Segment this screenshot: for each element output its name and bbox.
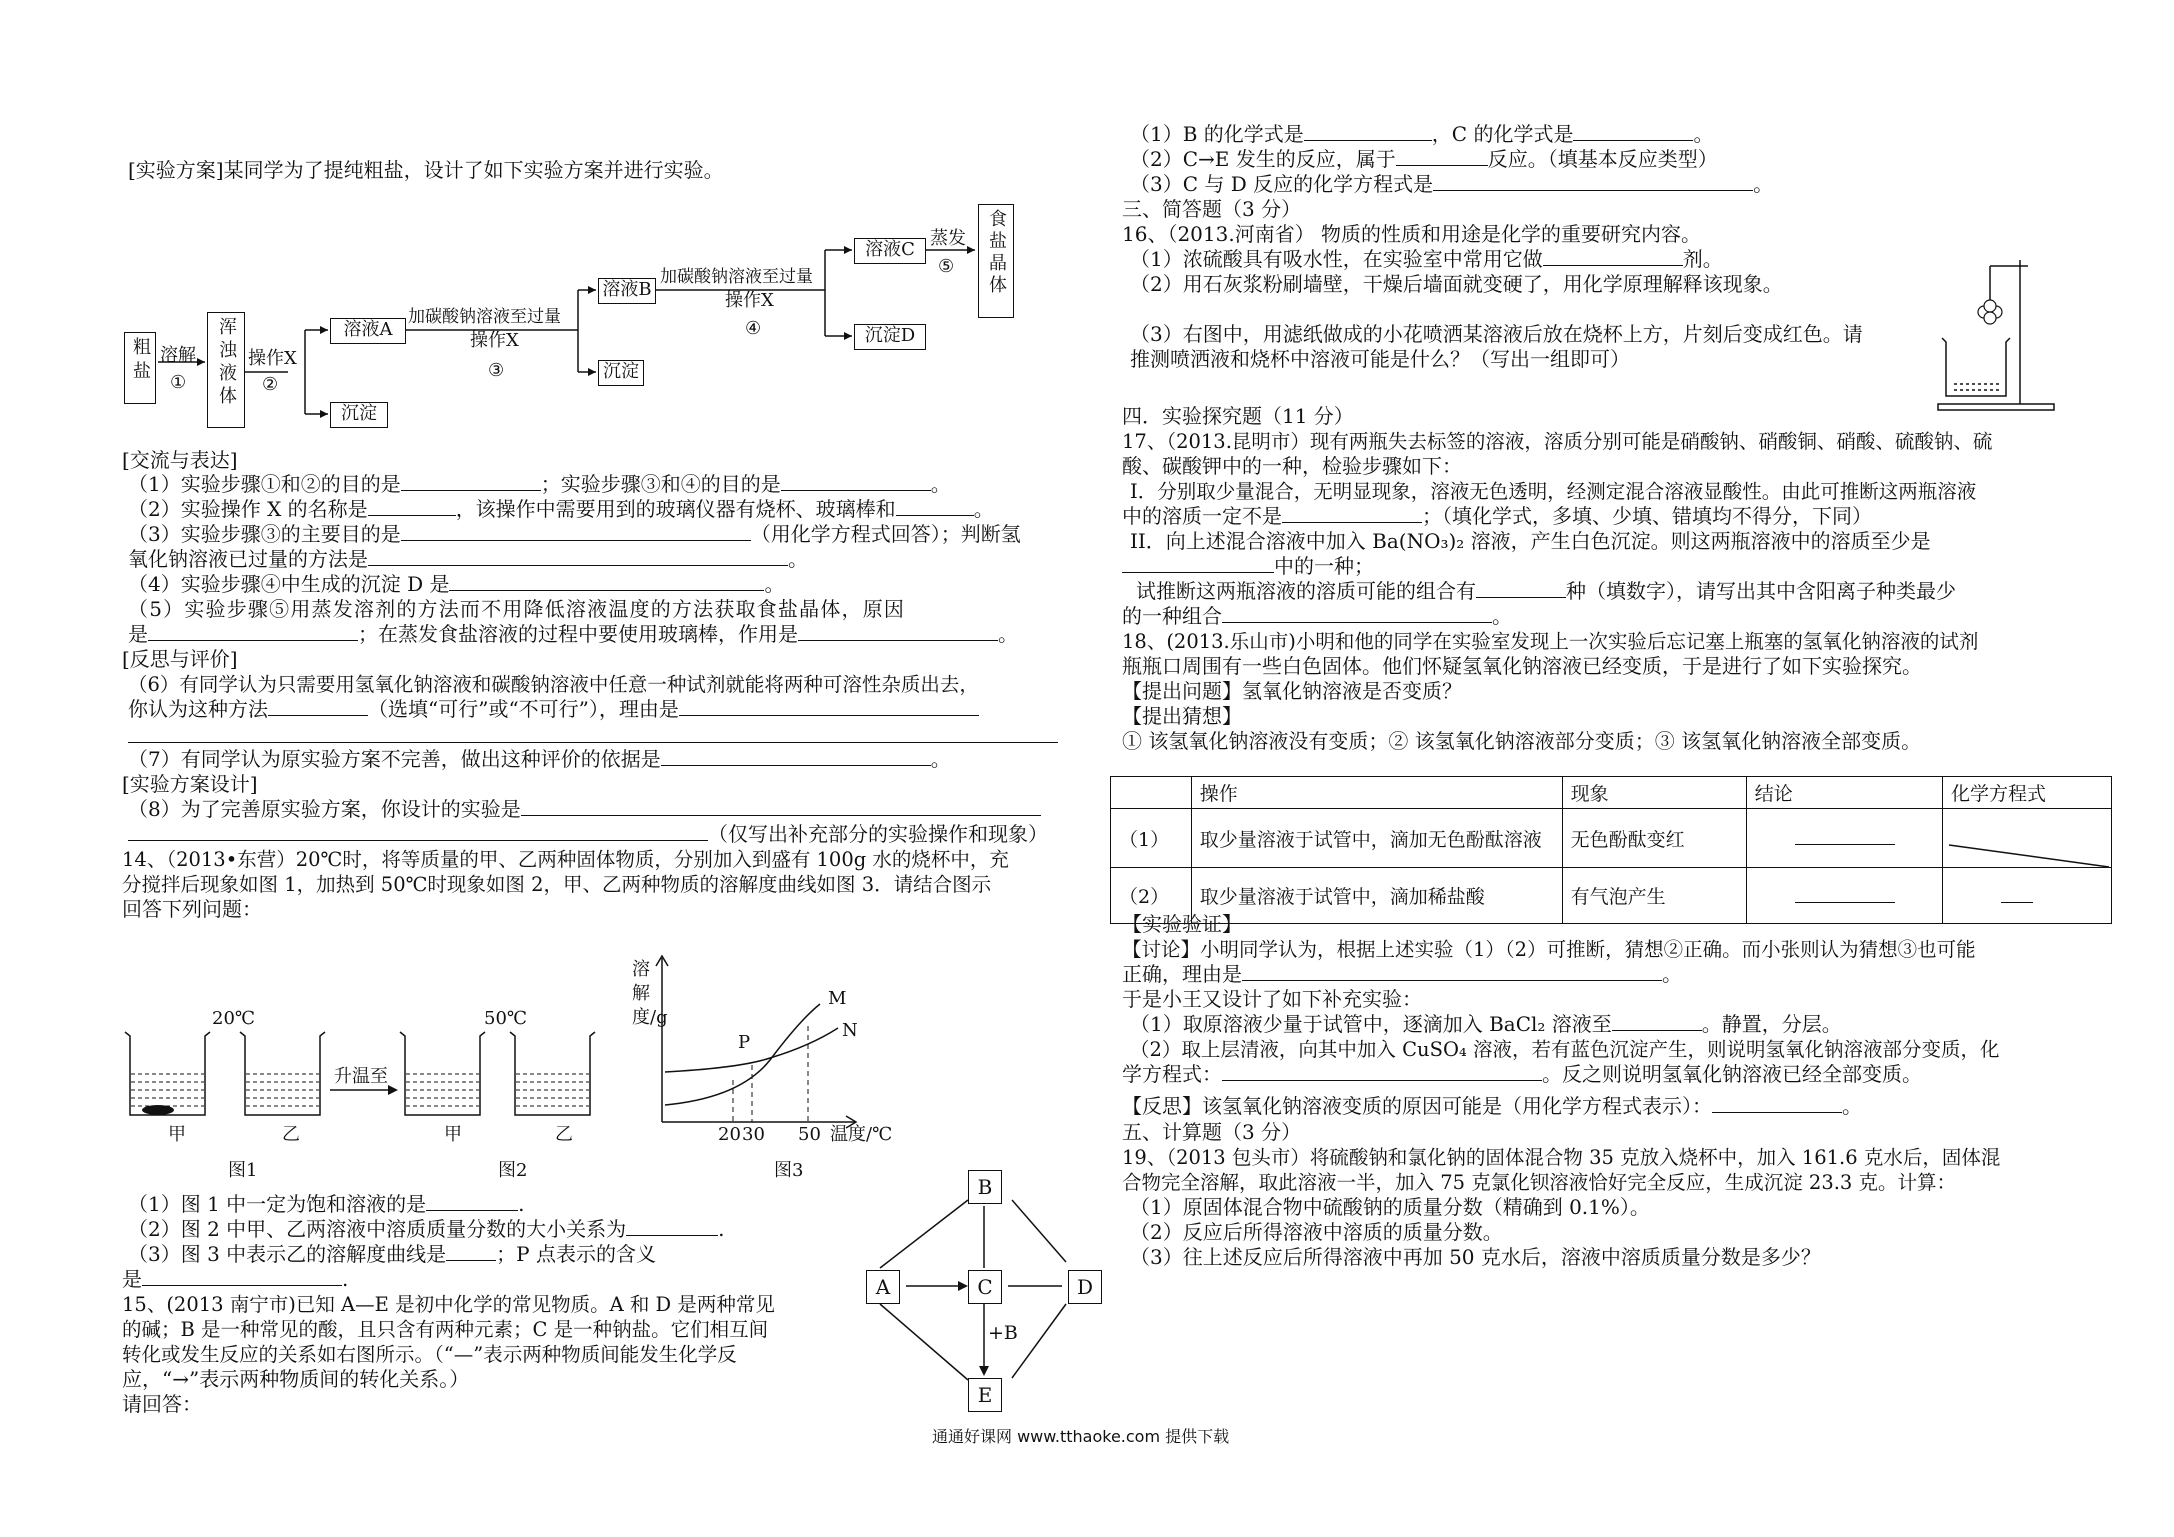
blank[interactable] <box>1612 1012 1702 1031</box>
fig3-caption: 图3 <box>774 1160 804 1181</box>
step1-label: ① <box>170 372 187 393</box>
q13-4-a: （4）实验步骤④中生成的沉淀 D 是 <box>128 572 450 596</box>
q15-r3-a: （3）C 与 D 反应的化学方程式是 <box>1130 172 1434 196</box>
q16-1-b: 剂。 <box>1682 247 1723 271</box>
experiment-table <box>1110 776 2112 924</box>
row-operation: 取少量溶液于试管中，滴加稀盐酸 <box>1191 868 1562 924</box>
q15-5: 请回答： <box>122 1392 202 1416</box>
q18-guess-title: 【提出猜想】 <box>1122 704 1242 728</box>
yi-label-1: 乙 <box>282 1124 300 1145</box>
q14-stem-3: 回答下列问题： <box>122 897 262 921</box>
section-reflect: [反思与评价] <box>122 647 238 671</box>
tick-50: 50 <box>798 1124 821 1145</box>
q18-s1-a: （1）取原溶液少量于试管中，逐滴加入 BaCl₂ 溶液至 <box>1130 1012 1612 1036</box>
q15-r1 <box>1130 122 1713 147</box>
node-b <box>968 1170 1002 1204</box>
q17-iii <box>1136 579 1956 604</box>
solution-c-label: 溶液C <box>865 239 915 260</box>
q18-reflect <box>1122 1094 1862 1119</box>
q16-1-a: （1）浓硫酸具有吸水性，在实验室中常用它做 <box>1130 247 1543 271</box>
step5-label: ⑤ <box>938 256 955 277</box>
q17-ii: II．向上述混合溶液中加入 Ba(NO₃)₂ 溶液，产生白色沉淀。则这两瓶溶液中的溶质至少是 <box>1130 529 1931 553</box>
q15-r3 <box>1130 172 1773 197</box>
row-no: （2） <box>1111 868 1192 924</box>
tick-30: 30 <box>742 1124 765 1145</box>
heat-label: 升温至 <box>334 1066 388 1087</box>
q15-4: 应，“→”表示两种物质间的转化关系。） <box>122 1367 470 1391</box>
q13-6-a: 你认为这种方法 <box>128 697 268 721</box>
q17-i-cont <box>1122 504 1872 529</box>
q13-7-a: （7）有同学认为原实验方案不完善，做出这种评价的依据是 <box>128 747 661 771</box>
q18-s2-b: 。反之则说明氢氧化钠溶液已经全部变质。 <box>1542 1062 1922 1086</box>
jia-label-1: 甲 <box>168 1124 186 1145</box>
q17-stem-1: 17、（2013.昆明市）现有两瓶失去标签的溶液，溶质分别可能是硝酸钠、硝酸铜、硝酸、硫酸钠、硫 <box>1122 430 1993 453</box>
step3-label: ③ <box>488 360 505 381</box>
q14-3-a: （3）图 3 中表示乙的溶解度曲线是 <box>128 1242 447 1266</box>
point-p-label: P <box>738 1032 751 1053</box>
q15-r3-b: 。 <box>1753 172 1774 196</box>
q19-stem-1: 19、（2013 包头市）将硫酸钠和氯化钠的固体混合物 35 克放入烧杯中，加入 161.6 克水后，固体混 <box>1122 1146 2001 1169</box>
q13-1-c: 。 <box>930 472 951 496</box>
blank[interactable] <box>1712 1094 1842 1113</box>
q15-r1-a: （1）B 的化学式是 <box>1130 122 1304 146</box>
q16-3-cont: 推测喷洒液和烧杯中溶液可能是什么？（写出一组即可） <box>1130 347 1630 371</box>
q18-discuss-cont <box>1122 962 1682 987</box>
q14-stem-1: 14、（2013•东营）20℃时，将等质量的甲、乙两种固体物质，分别加入到盛有 100g 水的烧杯中，充 <box>122 848 1009 871</box>
blank[interactable] <box>1795 884 1895 903</box>
q18-s2: （2）取上层清液，向其中加入 CuSO₄ 溶液，若有蓝色沉淀产生，则说明氢氧化钠溶液部分变质，化 <box>1130 1038 2000 1061</box>
node-a <box>866 1270 900 1304</box>
blank[interactable] <box>1222 1062 1542 1081</box>
q14-stem-2: 分搅拌后现象如图 1，加热到 50℃时现象如图 2，甲、乙两种物质的溶解度曲线如图 3．请结合图示 <box>122 873 992 896</box>
q18-verify-title: 【实验验证】 <box>1122 912 1242 936</box>
step4-label: ④ <box>745 318 762 339</box>
q15-r1-b: ，C 的化学式是 <box>1431 122 1574 146</box>
q13-3-b: （用化学方程式回答）；判断氢 <box>750 522 1021 546</box>
section-3: 三、简答题（3 分） <box>1122 197 1302 221</box>
blank[interactable] <box>1795 826 1895 845</box>
tick-20: 20 <box>718 1124 741 1145</box>
q18-supplement: 于是小王又设计了如下补充实验： <box>1122 987 1422 1011</box>
q19-3: （3）往上述反应后所得溶液中再加 50 克水后，溶液中溶质质量分数是多少？ <box>1130 1245 1821 1269</box>
solution-b-label: 溶液B <box>602 279 652 300</box>
table-row <box>1111 868 2112 924</box>
plus-b-label: +B <box>988 1322 1018 1344</box>
plan-intro: [实验方案]某同学为了提纯粗盐，设计了如下实验方案并进行实验。 <box>128 158 724 182</box>
blank[interactable] <box>1573 122 1693 141</box>
curve-m-label: M <box>828 988 847 1009</box>
q13-7-b: 。 <box>930 747 951 771</box>
q15-1: 15、(2013 南宁市)已知 A—E 是初中化学的常见物质。A 和 D 是两种常见 <box>122 1293 775 1316</box>
blank[interactable] <box>1543 247 1683 266</box>
blank[interactable] <box>1304 122 1432 141</box>
q14-1-a: （1）图 1 中一定为饱和溶液的是 <box>128 1192 427 1216</box>
q19-2: （2）反应后所得溶液中溶质的质量分数。 <box>1130 1220 1503 1244</box>
header-observation: 现象 <box>1562 777 1746 809</box>
q17-iii-cont <box>1122 604 1512 629</box>
row-conclusion[interactable] <box>1746 809 1942 868</box>
q13-2-c: 。 <box>973 497 994 521</box>
yi-label-2: 乙 <box>555 1124 573 1145</box>
q15-2: 的碱；B 是一种常见的酸，且只含有两种元素；C 是一种钠盐。它们相互间 <box>122 1318 769 1341</box>
t50-label: 50℃ <box>484 1008 528 1029</box>
q16-3: （3）右图中，用滤纸做成的小花喷洒某溶液后放在烧杯上方，片刻后变成红色。请 <box>1130 322 1863 346</box>
q18-question: 【提出问题】氢氧化钠溶液是否变质？ <box>1122 679 1462 703</box>
node-c <box>968 1270 1002 1304</box>
blank[interactable] <box>2001 884 2033 903</box>
node-d-label: D <box>1076 1275 1094 1299</box>
q14-3-d: . <box>342 1267 349 1291</box>
q14-3-c: 是 <box>122 1267 142 1291</box>
q13-8-b: （仅写出补充部分的实验操作和现象） <box>708 822 1048 846</box>
table-row <box>1111 809 2112 868</box>
q13-2-a: （2）实验操作 X 的名称是 <box>128 497 368 521</box>
q16-2: （2）用石灰浆粉刷墙壁，干燥后墙面就变硬了，用化学原理解释该现象。 <box>1130 272 1783 296</box>
header-conclusion: 结论 <box>1746 777 1942 809</box>
q18-discuss-a: 正确，理由是 <box>1122 962 1242 986</box>
q17-iii-a: 试推断这两瓶溶液的溶质可能的组合有 <box>1136 579 1476 603</box>
q15-r2-b: 反应。（填基本反应类型） <box>1487 147 1718 171</box>
q13-3-c: 氧化钠溶液已过量的方法是 <box>128 547 368 571</box>
precip2-label: 沉淀 <box>603 361 639 382</box>
node-a-label: A <box>875 1275 891 1299</box>
precip-d-label: 沉淀D <box>864 325 916 346</box>
fig1-caption: 图1 <box>228 1160 258 1181</box>
q13-6-b: （选填“可行”或“不可行”），理由是 <box>368 697 679 721</box>
q17-i: I．分别取少量混合，无明显现象，溶液无色透明，经测定混合溶液显酸性。由此可推断这两瓶溶液 <box>1130 480 1977 503</box>
evaporate-label: 蒸发 <box>930 228 966 249</box>
section-design: [实验方案设计] <box>122 772 258 796</box>
row-operation: 取少量溶液于试管中，滴加无色酚酞溶液 <box>1191 809 1562 868</box>
q19-1: （1）原固体混合物中硫酸钠的质量分数（精确到 0.1%）。 <box>1130 1195 1650 1219</box>
add-na2co3-label: 加碳酸钠溶液至过量 <box>408 307 561 327</box>
curve-n-label: N <box>842 1020 858 1041</box>
q14-2-a: （2）图 2 中甲、乙两溶液中溶质质量分数的大小关系为 <box>128 1217 627 1241</box>
blank[interactable] <box>1433 172 1753 191</box>
section-4: 四．实验探究题（11 分） <box>1122 404 1354 428</box>
q18-guesses: ① 该氢氧化钠溶液没有变质；② 该氢氧化钠溶液部分变质；③ 该氢氧化钠溶液全部变质。 <box>1122 729 1922 753</box>
header-equation: 化学方程式 <box>1942 777 2111 809</box>
q17-iii-b: 种（填数字），请写出其中含阳离子种类最少 <box>1566 579 1956 603</box>
row-observation: 有气泡产生 <box>1562 868 1746 924</box>
temp-axis-label: 温度/℃ <box>830 1124 893 1145</box>
q18-s1 <box>1130 1012 1842 1037</box>
blank[interactable] <box>1242 962 1662 981</box>
row-conclusion[interactable] <box>1746 868 1942 924</box>
q13-6: （6）有同学认为只需要用氢氧化钠溶液和碳酸钠溶液中任意一种试剂就能将两种可溶性杂质出去， <box>128 673 979 696</box>
q17-ii-a: 中的一种； <box>1274 554 1374 578</box>
t20-label: 20℃ <box>212 1008 256 1029</box>
q16-1 <box>1130 247 1723 272</box>
q17-stem-2: 酸、碳酸钾中的一种，检验步骤如下： <box>1122 454 1462 478</box>
blank[interactable] <box>1396 147 1488 166</box>
q17-iii-c: 的一种组合 <box>1122 604 1222 628</box>
row-observation: 无色酚酞变红 <box>1562 809 1746 868</box>
q18-s2-a: 学方程式： <box>1122 1062 1222 1086</box>
operation-x-label: 操作X <box>248 348 297 369</box>
q18-reflect-b: 。 <box>1842 1094 1862 1118</box>
diagonal-slash <box>1943 809 2111 867</box>
q15-r2 <box>1130 147 1718 172</box>
header-operation: 操作 <box>1191 777 1562 809</box>
q13-8-a: （8）为了完善原实验方案，你设计的实验是 <box>128 797 521 821</box>
q13-5-a: 是 <box>128 622 148 646</box>
operation-x2-label: 操作X <box>470 330 519 351</box>
fig2-caption: 图2 <box>498 1160 528 1181</box>
q14-2-b: . <box>718 1217 725 1241</box>
q17-iii-d: 。 <box>1492 604 1512 628</box>
turbid-label: 浑浊液体 <box>216 317 237 409</box>
section-5: 五、计算题（3 分） <box>1122 1120 1302 1144</box>
q18-stem-2: 瓶瓶口周围有一些白色固体。他们怀疑氢氧化钠溶液已经变质，于是进行了如下实验探究。 <box>1122 654 1922 678</box>
node-d <box>1068 1270 1102 1304</box>
footer-source: 通通好课网 www.tthaoke.com 提供下载 <box>932 1427 1230 1446</box>
solubility-axis-label: 溶解度/g <box>632 959 668 1028</box>
q15-r2-a: （2）C→E 发生的反应，属于 <box>1130 147 1396 171</box>
q14-1-b: . <box>518 1192 525 1216</box>
row-equation[interactable] <box>1942 868 2111 924</box>
operation-x3-label: 操作X <box>725 290 774 311</box>
node-c-label: C <box>977 1275 993 1299</box>
q18-s1-b: 。静置，分层。 <box>1701 1012 1842 1036</box>
node-e-label: E <box>977 1383 993 1407</box>
blank[interactable] <box>1222 604 1492 623</box>
q13-5-c: 。 <box>998 622 1018 646</box>
flower-beaker-apparatus <box>1920 256 2060 416</box>
q13-2-b: ，该操作中需要用到的玻璃仪器有烧杯、玻璃棒和 <box>455 497 896 521</box>
crude-salt-label: 粗盐 <box>130 337 151 385</box>
q13-1-a: （1）实验步骤①和②的目的是 <box>128 472 401 496</box>
precip1-label: 沉淀 <box>341 403 377 424</box>
node-e <box>968 1378 1002 1412</box>
dissolve-label: 溶解 <box>160 345 196 366</box>
q18-discuss-b: 。 <box>1662 962 1682 986</box>
table-header-row <box>1111 777 2112 809</box>
step2-label: ② <box>262 374 279 395</box>
q18-stem-1: 18、(2013.乐山市)小明和他的同学在实验室发现上一次实验后忘记塞上瓶塞的氢氧化钠溶液的试剂 <box>1122 630 1979 653</box>
node-b-label: B <box>977 1175 993 1199</box>
q13-5-b: ；在蒸发食盐溶液的过程中要使用玻璃棒，作用是 <box>358 622 798 646</box>
salt-crystal-label: 食盐晶体 <box>986 209 1007 297</box>
q18-s2-cont <box>1122 1062 1922 1087</box>
q18-reflect-a: 【反思】该氢氧化钠溶液变质的原因可能是（用化学方程式表示）： <box>1122 1094 1712 1118</box>
solution-a-label: 溶液A <box>343 319 393 340</box>
blank[interactable] <box>1476 579 1566 598</box>
q13-1-b: ；实验步骤③和④的目的是 <box>540 472 781 496</box>
header-blank <box>1111 777 1192 809</box>
q14-3-b: ；P 点表示的含义 <box>496 1242 656 1266</box>
add-na2co3-2-label: 加碳酸钠溶液至过量 <box>660 267 813 287</box>
q13-4-b: 。 <box>764 572 785 596</box>
section-exchange: [交流与表达] <box>122 448 238 472</box>
q19-stem-2: 合物完全溶解，取此溶液一半，加入 75 克氯化钡溶液恰好完全反应，生成沉淀 23.3 克。计算： <box>1122 1171 1957 1194</box>
jia-label-2: 甲 <box>444 1124 462 1145</box>
q17-ii-cont <box>1122 554 1374 579</box>
q13-5: （5）实验步骤⑤用蒸发溶剂的方法而不用降低溶液温度的方法获取食盐晶体，原因 <box>128 597 906 621</box>
q17-i-a: 中的溶质一定不是 <box>1122 504 1282 528</box>
q13-3-a: （3）实验步骤③的主要目的是 <box>128 522 401 546</box>
blank[interactable] <box>1282 504 1422 523</box>
blank[interactable] <box>1122 554 1274 573</box>
q16-stem: 16、（2013.河南省） 物质的性质和用途是化学的重要研究内容。 <box>1122 222 1702 246</box>
q15-r1-c: 。 <box>1693 122 1714 146</box>
row-equation[interactable] <box>1942 809 2111 868</box>
q13-3-d: 。 <box>788 547 808 571</box>
q18-discuss: 【讨论】小明同学认为，根据上述实验（1）（2）可推断，猜想②正确。而小张则认为猜想③也可能 <box>1122 938 1976 961</box>
row-no: （1） <box>1111 809 1192 868</box>
q15-3: 转化或发生反应的关系如右图所示。（“—”表示两种物质间能发生化学反 <box>122 1343 737 1366</box>
q17-i-b: ；（填化学式，多填、少填、错填均不得分，下同） <box>1422 504 1872 528</box>
